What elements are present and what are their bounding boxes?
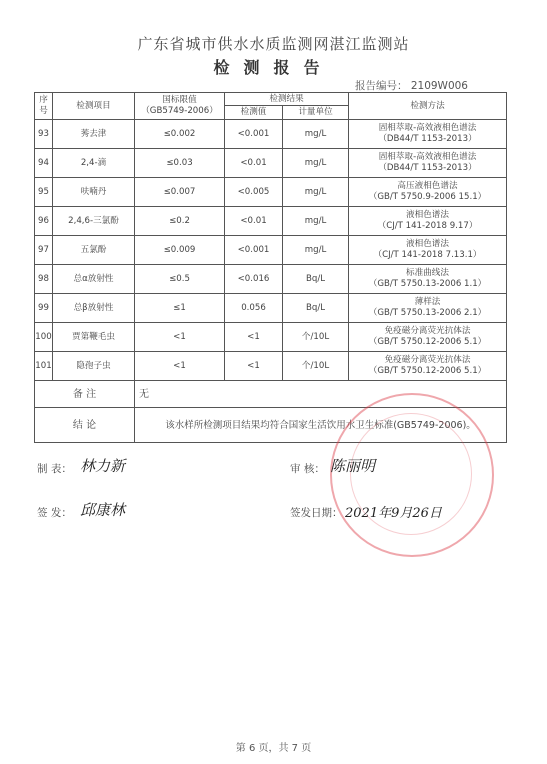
cell-method — [349, 323, 507, 352]
cell-value: <0.001 — [225, 236, 283, 265]
table-row — [35, 236, 507, 265]
cell-unit: mg/L — [283, 236, 349, 265]
cell-seq: 97 — [35, 236, 53, 265]
notes-value: 无 — [135, 381, 507, 408]
cell-seq: 100 — [35, 323, 53, 352]
method-standard: （DB44/T 1153-2013） — [378, 163, 477, 173]
cell-method — [349, 352, 507, 381]
cell-method — [349, 149, 507, 178]
cell-limit: ≤0.03 — [135, 149, 225, 178]
header-seq: 序号 — [35, 93, 53, 120]
cell-limit: <1 — [135, 352, 225, 381]
cell-method — [349, 294, 507, 323]
cell-value: 0.056 — [225, 294, 283, 323]
issue-date-value: 2021年9月26日 — [345, 506, 442, 521]
method-standard: （GB/T 5750.9-2006 15.1） — [368, 192, 487, 202]
cell-unit: 个/10L — [283, 352, 349, 381]
report-number: 报告编号： 2109W006 — [355, 80, 468, 92]
cell-seq: 98 — [35, 265, 53, 294]
approved-by-label: 签 发： — [37, 507, 72, 519]
cell-value: <0.01 — [225, 149, 283, 178]
header-limit — [135, 93, 225, 120]
cell-unit: mg/L — [283, 120, 349, 149]
header-method: 检测方法 — [349, 93, 507, 120]
cell-item: 总β放射性 — [53, 294, 135, 323]
method-name: 免疫磁分离荧光抗体法 — [384, 355, 471, 365]
method-name: 液相色谱法 — [406, 210, 449, 220]
cell-value: <1 — [225, 352, 283, 381]
method-standard: （GB/T 5750.13-2006 1.1） — [368, 279, 487, 289]
cell-unit: Bq/L — [283, 294, 349, 323]
conclusion-value: 该水样所检测项目结果均符合国家生活饮用水卫生标准(GB5749-2006)。 — [135, 408, 507, 443]
method-standard: （GB/T 5750.13-2006 2.1） — [368, 308, 487, 318]
cell-item: 总α放射性 — [53, 265, 135, 294]
method-name: 薄样法 — [414, 297, 441, 307]
cell-seq: 99 — [35, 294, 53, 323]
cell-value: <1 — [225, 323, 283, 352]
page-footer: 第 6 页，共 7 页 — [235, 743, 312, 754]
cell-limit: ≤0.007 — [135, 178, 225, 207]
cell-limit: ≤0.5 — [135, 265, 225, 294]
method-name: 液相色谱法 — [406, 239, 449, 249]
method-standard: （GB/T 5750.12-2006 5.1） — [368, 337, 487, 347]
table-row — [35, 178, 507, 207]
header-value: 检测值 — [225, 106, 283, 120]
cell-limit: ≤1 — [135, 294, 225, 323]
cell-item: 莠去津 — [53, 120, 135, 149]
cell-item: 2,4-滴 — [53, 149, 135, 178]
method-standard: （DB44/T 1153-2013） — [378, 134, 477, 144]
issue-date-label: 签发日期： — [290, 507, 343, 519]
reviewed-by-label: 审 核： — [290, 463, 325, 475]
cell-item: 五氯酚 — [53, 236, 135, 265]
cell-item: 2,4,6-三氯酚 — [53, 207, 135, 236]
method-name: 固相萃取-高效液相色谱法 — [378, 123, 477, 133]
header-result: 检测结果 — [225, 93, 349, 106]
cell-seq: 101 — [35, 352, 53, 381]
cell-seq: 96 — [35, 207, 53, 236]
table-row — [35, 149, 507, 178]
cell-item: 隐孢子虫 — [53, 352, 135, 381]
method-name: 标准曲线法 — [406, 268, 449, 278]
method-name: 高压液相色谱法 — [397, 181, 458, 191]
cell-method — [349, 265, 507, 294]
reviewed-by-signature: 陈丽明 — [330, 457, 376, 475]
organization-title: 广东省城市供水水质监测网湛江监测站 — [137, 35, 410, 53]
table-row — [35, 352, 507, 381]
cell-item: 贾第鞭毛虫 — [53, 323, 135, 352]
method-name: 免疫磁分离荧光抗体法 — [384, 326, 471, 336]
cell-unit: mg/L — [283, 178, 349, 207]
table-row — [35, 323, 507, 352]
header-unit: 计量单位 — [283, 106, 349, 120]
prepared-by-label: 制 表： — [37, 463, 72, 475]
header-limit-label: 国标限值 — [162, 95, 197, 105]
method-standard: （GB/T 5750.12-2006 5.1） — [368, 366, 487, 376]
header-item: 检测项目 — [53, 93, 135, 120]
report-title: 检测报告 — [213, 58, 334, 77]
method-name: 固相萃取-高效液相色谱法 — [378, 152, 477, 162]
cell-method — [349, 178, 507, 207]
approved-by-signature: 邱康林 — [80, 501, 126, 519]
cell-limit: ≤0.009 — [135, 236, 225, 265]
cell-limit: <1 — [135, 323, 225, 352]
cell-value: <0.001 — [225, 120, 283, 149]
cell-value: <0.005 — [225, 178, 283, 207]
cell-unit: mg/L — [283, 149, 349, 178]
cell-seq: 93 — [35, 120, 53, 149]
cell-unit: 个/10L — [283, 323, 349, 352]
cell-method — [349, 236, 507, 265]
method-standard: （CJ/T 141-2018 9.17） — [377, 221, 478, 231]
method-standard: （CJ/T 141-2018 7.13.1） — [373, 250, 482, 260]
cell-limit: ≤0.002 — [135, 120, 225, 149]
report-table — [34, 92, 507, 443]
cell-value: <0.01 — [225, 207, 283, 236]
cell-method — [349, 207, 507, 236]
cell-item: 呋喃丹 — [53, 178, 135, 207]
prepared-by-signature: 林力新 — [80, 457, 126, 475]
table-row — [35, 120, 507, 149]
cell-seq: 95 — [35, 178, 53, 207]
table-row — [35, 294, 507, 323]
cell-method — [349, 120, 507, 149]
conclusion-label: 结 论 — [35, 408, 135, 443]
header-limit-standard: （GB5749-2006） — [141, 106, 218, 116]
table-row — [35, 207, 507, 236]
cell-unit: Bq/L — [283, 265, 349, 294]
table-row — [35, 265, 507, 294]
cell-seq: 94 — [35, 149, 53, 178]
cell-unit: mg/L — [283, 207, 349, 236]
cell-limit: ≤0.2 — [135, 207, 225, 236]
cell-value: <0.016 — [225, 265, 283, 294]
notes-label: 备 注 — [35, 381, 135, 408]
